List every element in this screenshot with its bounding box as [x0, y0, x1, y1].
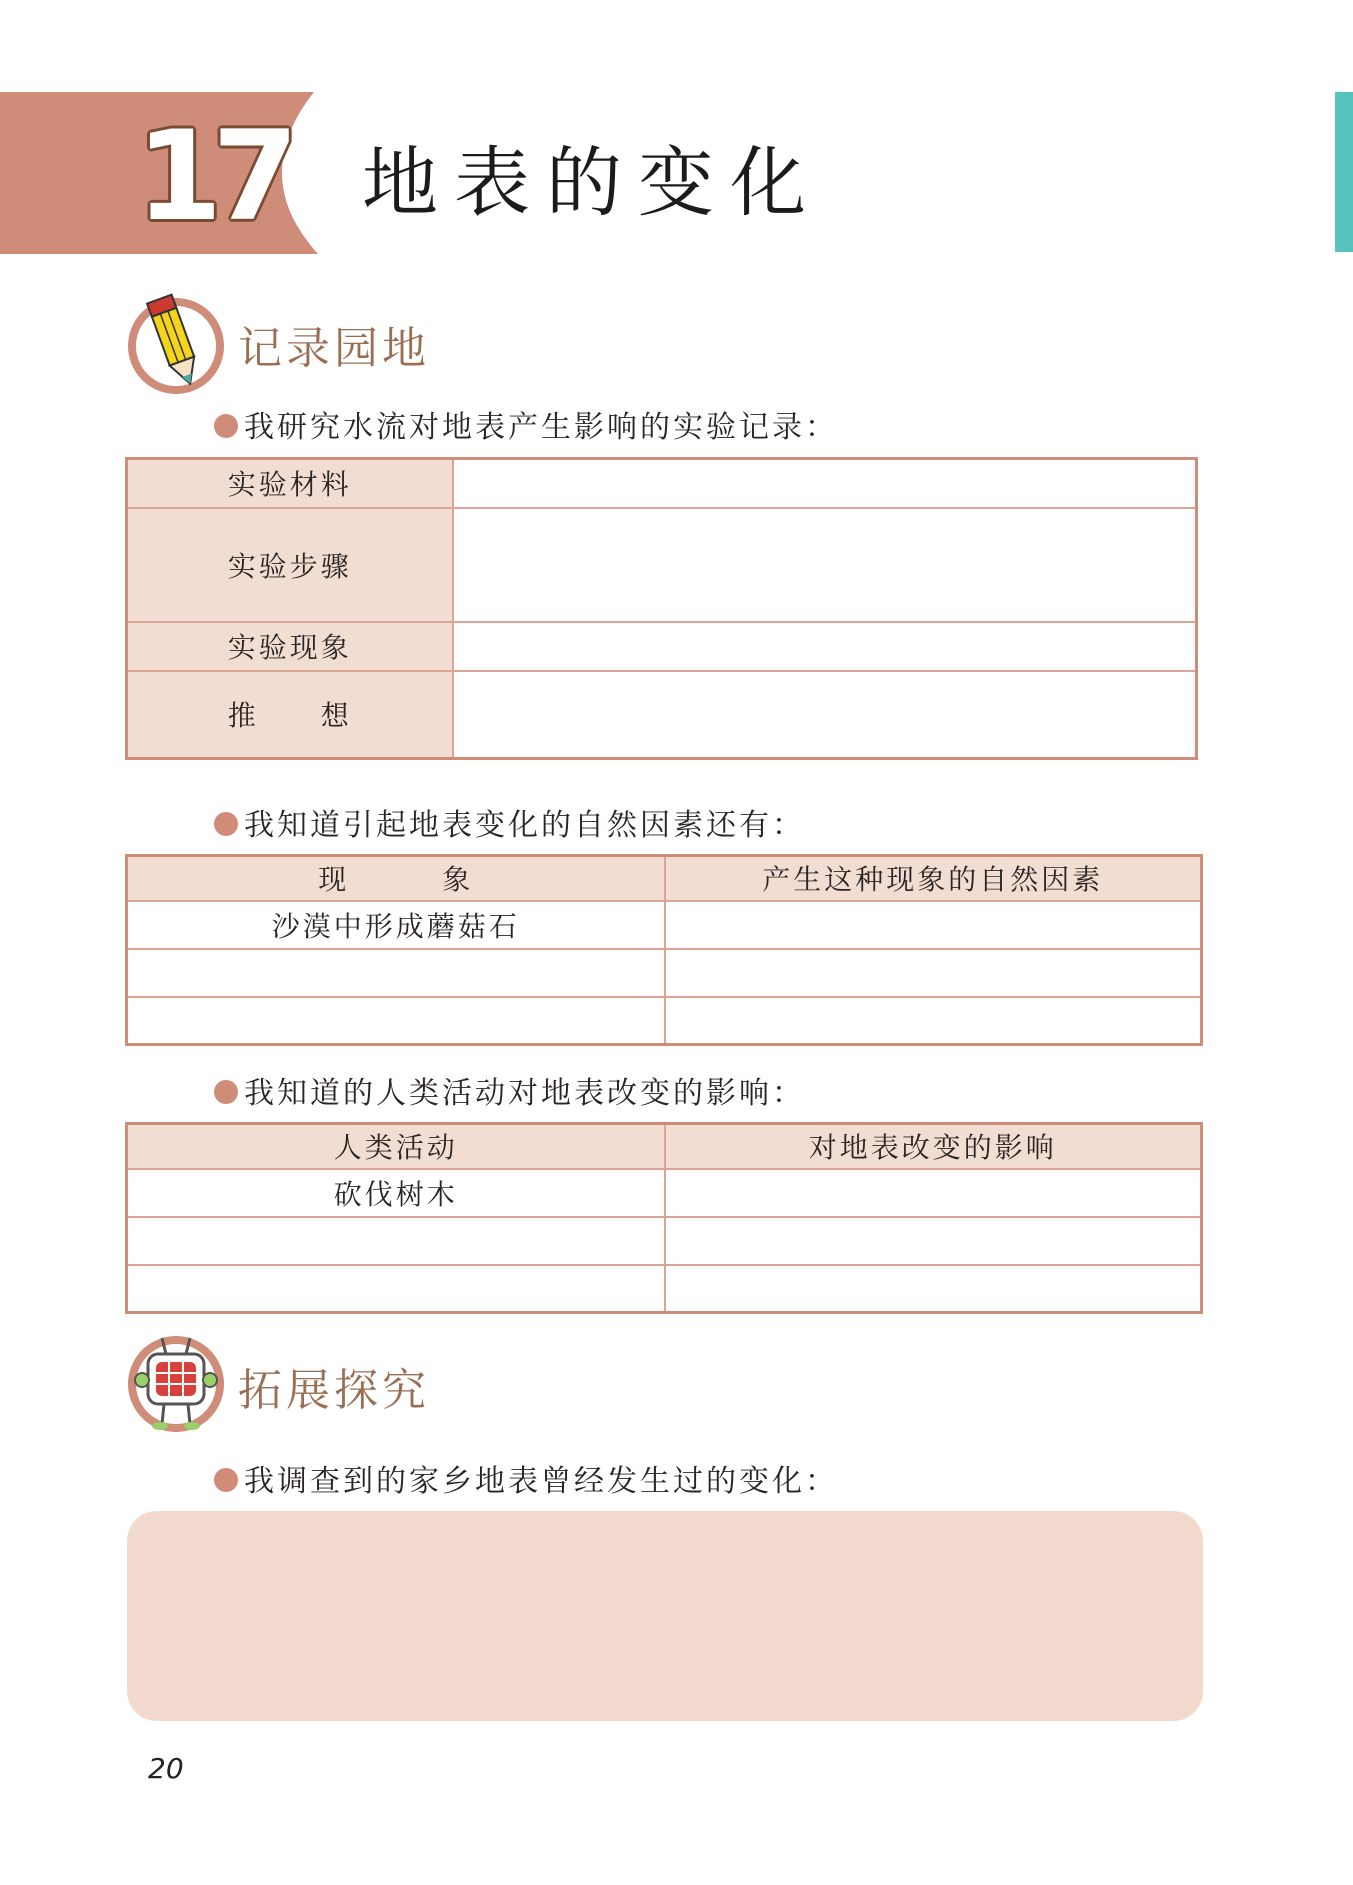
human-activities-prompt-text: 我知道的人类活动对地表改变的影响： — [244, 1076, 805, 1111]
table-row — [127, 622, 1197, 671]
table-row — [127, 997, 1202, 1045]
hometown-answer-box[interactable] — [127, 1511, 1203, 1721]
human-activities-prompt — [214, 1068, 805, 1112]
table-row — [127, 508, 1197, 622]
table-row — [127, 1169, 1202, 1217]
natural-factors-prompt-text: 我知道引起地表变化的自然因素还有： — [244, 808, 805, 843]
hometown-prompt-text: 我调查到的家乡地表曾经发生过的变化： — [244, 1464, 838, 1499]
bullet-dot — [214, 1080, 238, 1104]
experiment-materials-field[interactable] — [453, 459, 1197, 508]
section-record-label: 记录园地 — [238, 323, 430, 374]
natural-factors-table — [125, 854, 1203, 1046]
factor-cell[interactable] — [665, 949, 1202, 997]
row-label: 实验步骤 — [127, 508, 453, 622]
column-header: 产生这种现象的自然因素 — [665, 856, 1202, 901]
factor-cell[interactable] — [665, 901, 1202, 949]
bullet-dot — [214, 1468, 238, 1492]
row-label: 实验现象 — [127, 622, 453, 671]
row-label: 实验材料 — [127, 459, 453, 508]
factor-cell[interactable] — [665, 997, 1202, 1045]
robot-icon — [124, 1332, 228, 1436]
experiment-prompt — [214, 402, 838, 446]
experiment-phenomenon-field[interactable] — [453, 622, 1197, 671]
column-header: 人类活动 — [127, 1124, 665, 1169]
phenomenon-cell[interactable] — [127, 949, 665, 997]
activity-cell[interactable] — [127, 1265, 665, 1313]
column-header: 对地表改变的影响 — [665, 1124, 1202, 1169]
natural-factors-prompt — [214, 800, 805, 844]
table-row — [127, 671, 1197, 759]
phenomenon-cell[interactable] — [127, 997, 665, 1045]
page-edge-tab — [1335, 92, 1353, 252]
experiment-prompt-text: 我研究水流对地表产生影响的实验记录： — [244, 410, 838, 445]
table-header-row — [127, 1124, 1202, 1169]
experiment-hypothesis-field[interactable] — [453, 671, 1197, 759]
impact-cell[interactable] — [665, 1217, 1202, 1265]
table-header-row — [127, 856, 1202, 901]
activity-cell[interactable] — [127, 1217, 665, 1265]
bullet-dot — [214, 812, 238, 836]
table-row — [127, 1217, 1202, 1265]
phenomenon-cell[interactable]: 沙漠中形成蘑菇石 — [127, 901, 665, 949]
table-row — [127, 459, 1197, 508]
experiment-steps-field[interactable] — [453, 508, 1197, 622]
hometown-prompt — [214, 1456, 838, 1500]
impact-cell[interactable] — [665, 1265, 1202, 1313]
human-activities-table — [125, 1122, 1203, 1314]
section-explore-label: 拓展探究 — [238, 1365, 430, 1416]
column-header: 现 象 — [127, 856, 665, 901]
row-label: 推 想 — [127, 671, 453, 759]
table-row — [127, 949, 1202, 997]
impact-cell[interactable] — [665, 1169, 1202, 1217]
table-row — [127, 901, 1202, 949]
section-explore — [124, 1332, 624, 1436]
table-row — [127, 1265, 1202, 1313]
activity-cell[interactable]: 砍伐树木 — [127, 1169, 665, 1217]
chapter-title: 地表的变化 — [362, 138, 822, 227]
chapter-number: 17 — [136, 105, 289, 249]
bullet-dot — [214, 414, 238, 438]
page-number: 20 — [148, 1752, 184, 1785]
pencil-icon — [124, 290, 228, 394]
section-record — [124, 290, 624, 394]
experiment-table — [125, 457, 1198, 760]
